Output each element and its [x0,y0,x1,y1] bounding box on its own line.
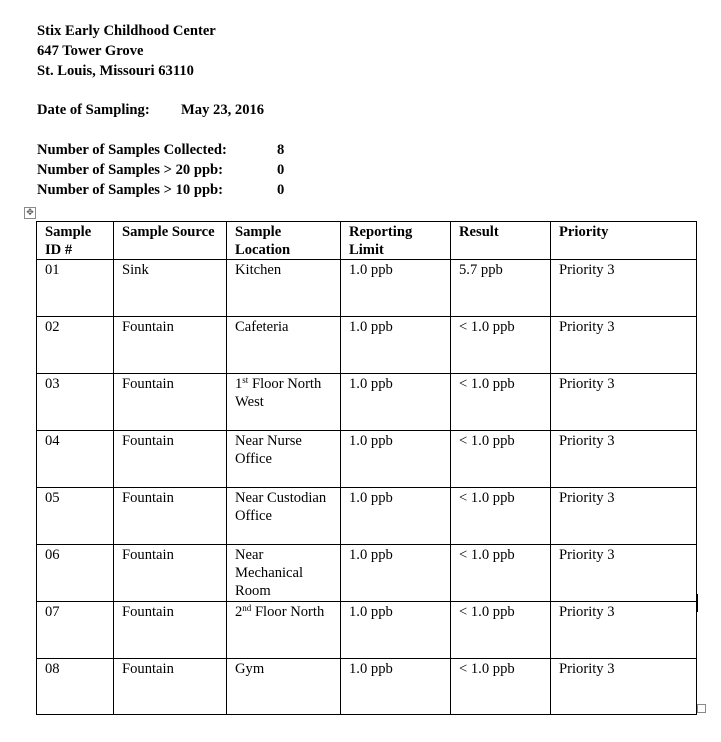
cell-result[interactable]: < 1.0 ppb [451,488,551,545]
facility-address [37,21,216,81]
cell-source[interactable]: Fountain [114,602,227,659]
cell-priority[interactable]: Priority 3 [551,659,697,715]
count-value: 0 [277,182,285,198]
cell-sample-id[interactable]: 05 [37,488,114,545]
cell-sample-id[interactable]: 08 [37,659,114,715]
cell-priority[interactable]: Priority 3 [551,260,697,317]
location-text-rest: Floor North West [235,376,322,410]
cell-source[interactable]: Fountain [114,431,227,488]
count-over-10 [37,180,285,200]
cell-sample-id[interactable]: 01 [37,260,114,317]
cell-priority[interactable]: Priority 3 [551,374,697,431]
location-text-rest: Floor North [251,604,325,620]
cell-sample-id[interactable]: 03 [37,374,114,431]
cell-limit[interactable]: 1.0 ppb [341,431,451,488]
samples-table [36,221,697,715]
cell-location[interactable]: Gym [227,659,341,715]
cell-sample-id[interactable]: 06 [37,545,114,602]
table-resize-handle[interactable] [697,704,706,713]
cell-limit[interactable]: 1.0 ppb [341,659,451,715]
cell-location[interactable] [227,602,341,659]
header-sample-location[interactable]: Sample Location [227,222,341,260]
cell-priority[interactable]: Priority 3 [551,602,697,659]
header-priority[interactable]: Priority [551,222,697,260]
table-row [37,317,697,374]
table-move-icon[interactable]: ✥ [24,207,36,219]
sampling-date-label: Date of Sampling: [37,102,150,118]
cell-sample-id[interactable]: 04 [37,431,114,488]
header-sample-id[interactable]: Sample ID # [37,222,114,260]
cell-priority[interactable]: Priority 3 [551,431,697,488]
sample-counts [37,140,285,200]
cell-result[interactable]: < 1.0 ppb [451,602,551,659]
facility-city: St. Louis, Missouri 63110 [37,63,194,79]
cell-priority[interactable]: Priority 3 [551,488,697,545]
table-row [37,602,697,659]
cell-result[interactable]: 5.7 ppb [451,260,551,317]
cell-priority[interactable]: Priority 3 [551,317,697,374]
location-text: 1 [235,376,243,392]
count-collected [37,140,285,160]
sampling-date [37,100,265,120]
cell-result[interactable]: < 1.0 ppb [451,431,551,488]
cell-result[interactable]: < 1.0 ppb [451,374,551,431]
cell-location[interactable]: Kitchen [227,260,341,317]
cell-result[interactable]: < 1.0 ppb [451,659,551,715]
count-label: Number of Samples > 20 ppb: [37,162,224,178]
cell-location[interactable]: Near Custodian Office [227,488,341,545]
count-label: Number of Samples Collected: [37,142,227,158]
table-row [37,431,697,488]
count-label: Number of Samples > 10 ppb: [37,182,224,198]
facility-street: 647 Tower Grove [37,43,144,59]
cell-source[interactable]: Fountain [114,545,227,602]
table-row [37,659,697,715]
table-row [37,488,697,545]
ordinal-suffix: st [242,375,249,385]
table-row [37,545,697,602]
cell-limit[interactable]: 1.0 ppb [341,602,451,659]
cell-priority[interactable]: Priority 3 [551,545,697,602]
cell-source[interactable]: Fountain [114,374,227,431]
count-value: 8 [277,142,285,158]
cell-result[interactable]: < 1.0 ppb [451,317,551,374]
cell-result[interactable]: < 1.0 ppb [451,545,551,602]
cell-location[interactable]: Near Nurse Office [227,431,341,488]
cell-source[interactable]: Fountain [114,317,227,374]
table-header-row [37,222,697,260]
text-cursor [697,594,698,612]
header-sample-source[interactable]: Sample Source [114,222,227,260]
cell-location[interactable] [227,374,341,431]
table-row [37,260,697,317]
table-row [37,374,697,431]
ordinal-suffix: nd [242,603,252,613]
header-reporting-limit[interactable]: Reporting Limit [341,222,451,260]
header-result[interactable]: Result [451,222,551,260]
cell-limit[interactable]: 1.0 ppb [341,374,451,431]
cell-sample-id[interactable]: 02 [37,317,114,374]
count-value: 0 [277,162,285,178]
count-over-20 [37,160,285,180]
cell-location[interactable]: Cafeteria [227,317,341,374]
location-text: 2 [235,604,243,620]
cell-limit[interactable]: 1.0 ppb [341,260,451,317]
cell-source[interactable]: Fountain [114,488,227,545]
cell-limit[interactable]: 1.0 ppb [341,545,451,602]
cell-limit[interactable]: 1.0 ppb [341,317,451,374]
cell-location[interactable]: Near Mechanical Room [227,545,341,602]
sampling-date-value: May 23, 2016 [181,102,265,118]
cell-source[interactable]: Fountain [114,659,227,715]
cell-sample-id[interactable]: 07 [37,602,114,659]
facility-name: Stix Early Childhood Center [37,23,216,39]
cell-source[interactable]: Sink [114,260,227,317]
cell-limit[interactable]: 1.0 ppb [341,488,451,545]
